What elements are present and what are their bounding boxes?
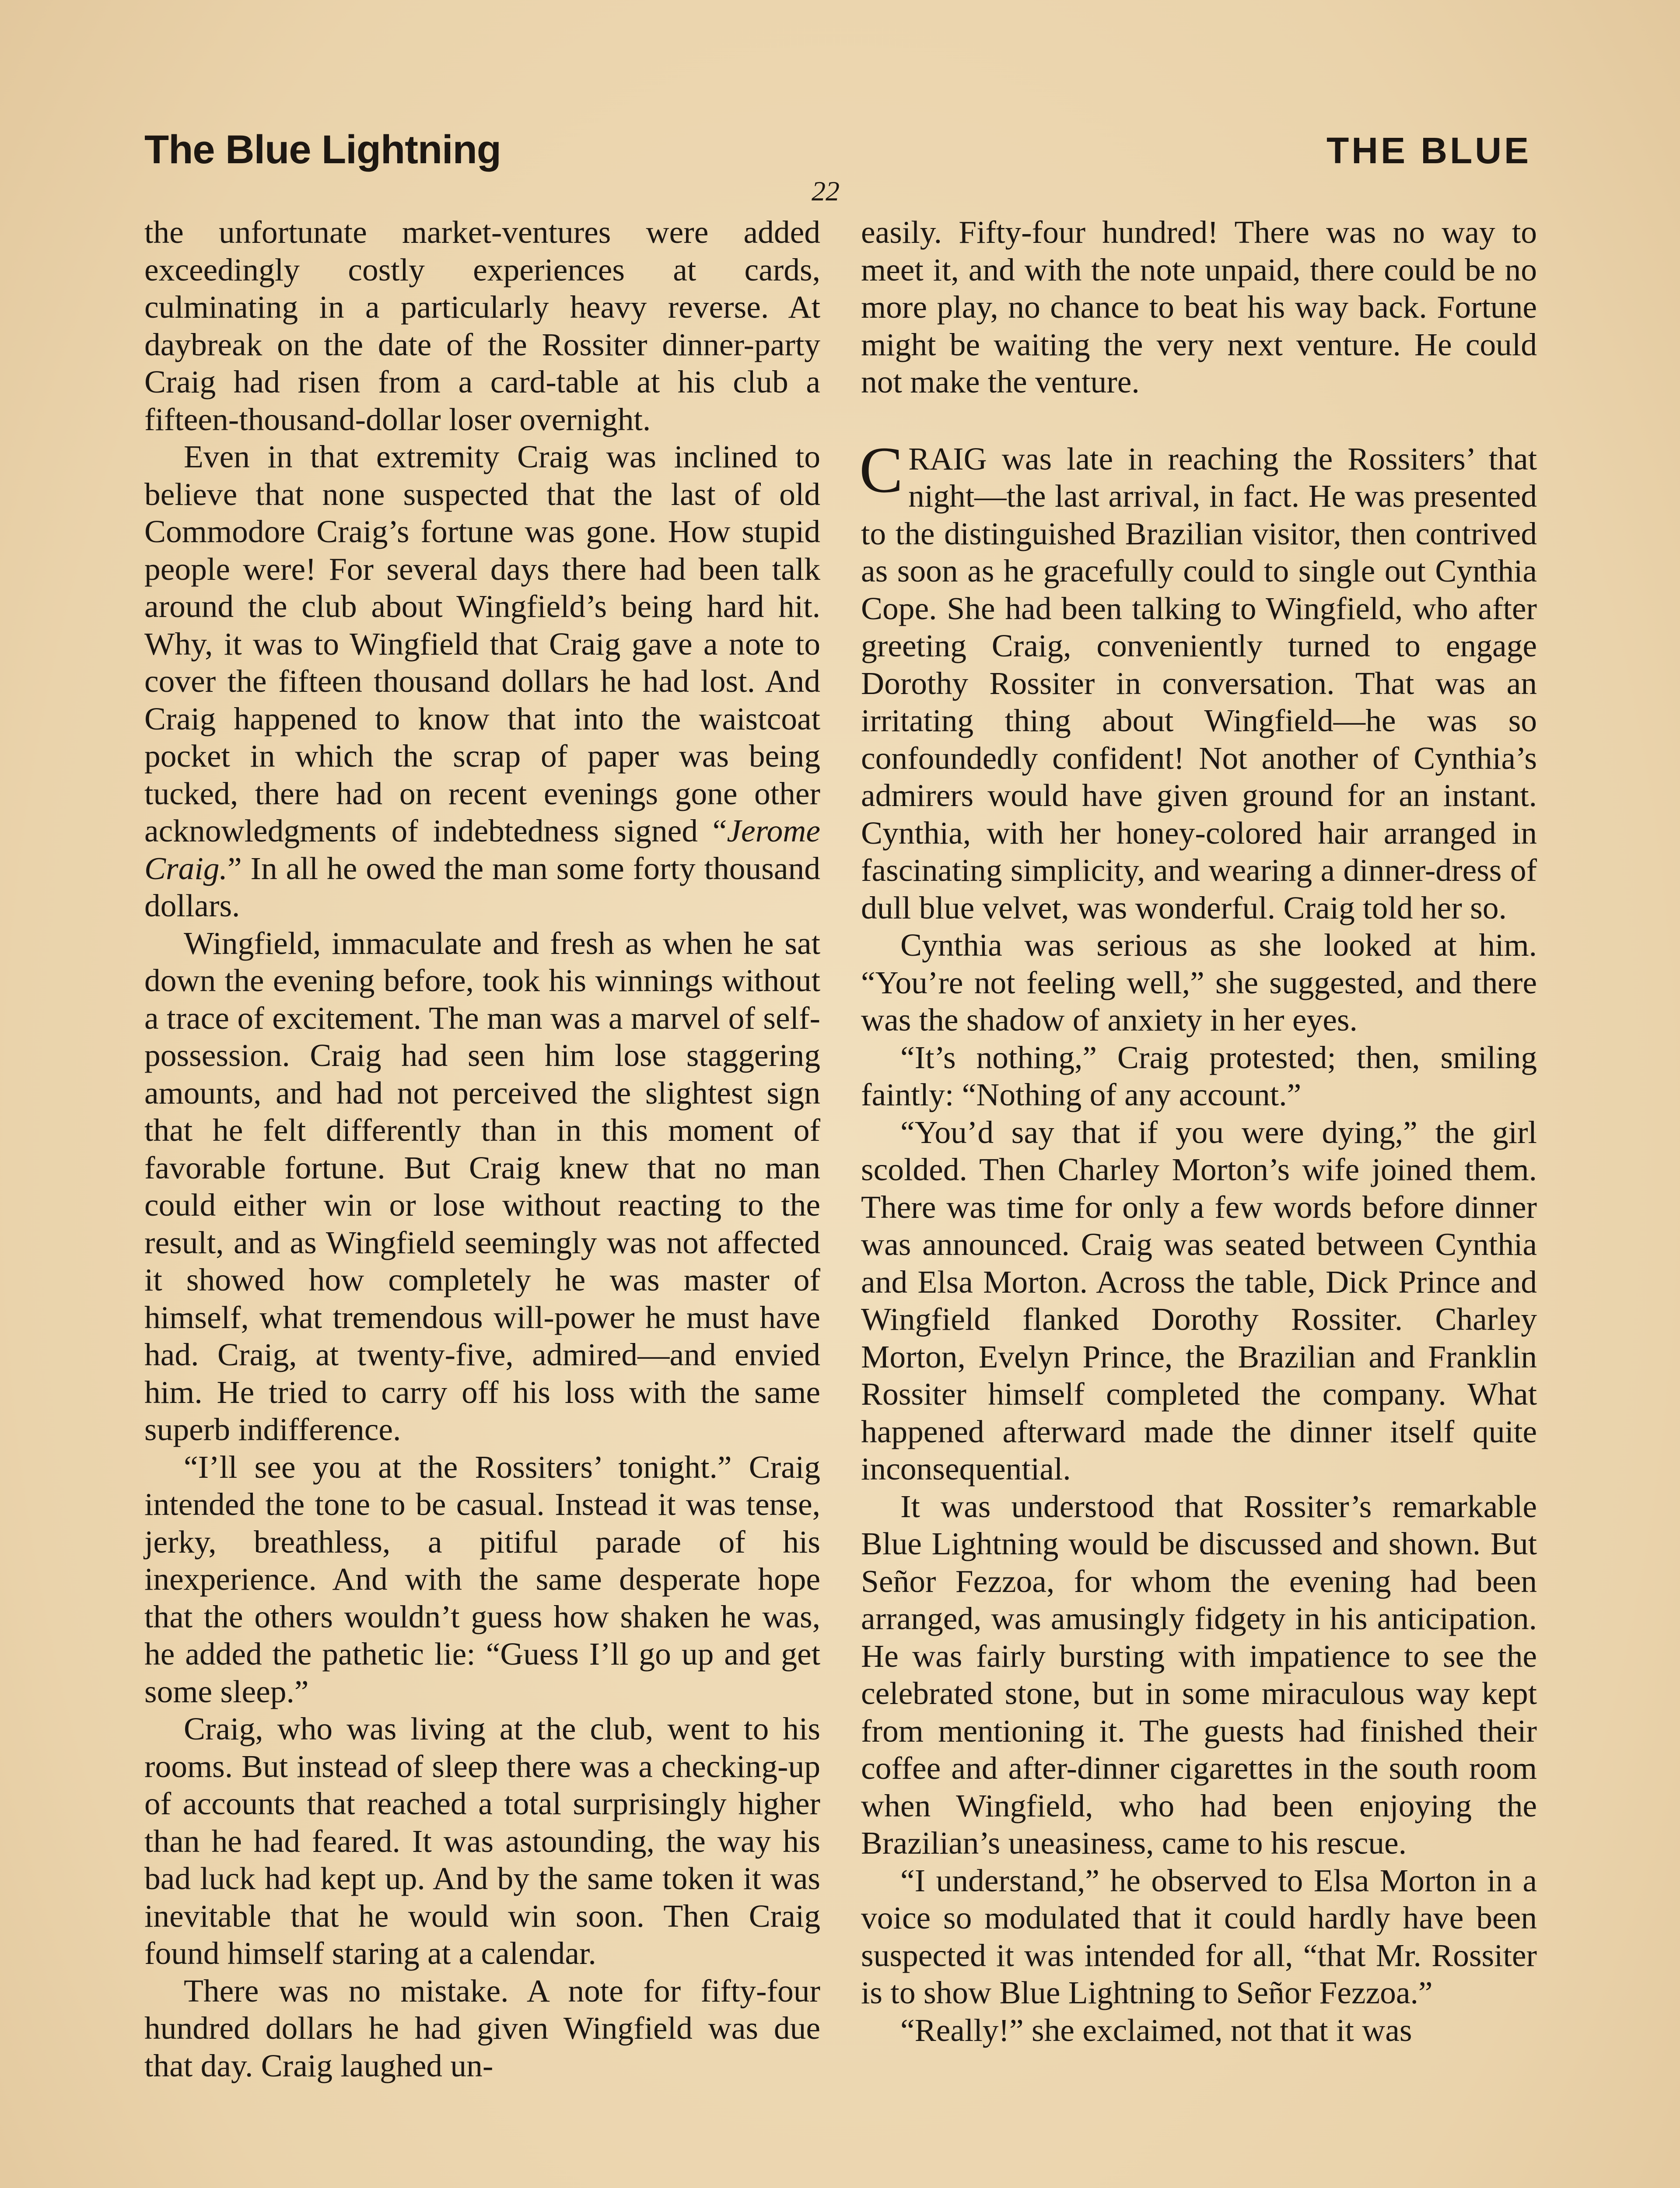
paragraph: “I’ll see you at the Rossiters’ tonight.” Craig intended the tone to be casual. Instead it was tense, jerky, breathless, a pitiful parade of his inexperience. And with the same desperate hope that the others wouldn’t guess how shaken he was, he added the pathetic lie: “Guess I’ll go up and get some sleep.” <box>144 1449 820 1709</box>
paragraph: “I understand,” he observed to Elsa Morton in a voice so modulated that it could hardly have been suspected it was intended for all, “that Mr. Rossiter is to show Blue Lightning to Señor Fezzoa.” <box>861 1862 1537 2010</box>
left-column <box>144 214 820 2084</box>
paragraph-text: RAIG was late in reaching the Rossiters’ that night—the last arrival, in fact. He was presented to the distinguished Brazilian visitor, then contrived as soon as he gracefully could to single out Cynthia Cope. She had been talking to Wingfield, who after greeting Craig, conveniently turned to engage Dorothy Rossiter in conversation. That was an irritating thing about Wingfield—he was so confoundedly confident! Not another of Cynthia’s admirers would have given ground for an instant. Cynthia, with her honey-colored hair arranged in fascinating simplicity, and wearing a dinner-dress of dull blue velvet, was wonderful. Craig told her so. <box>861 441 1537 926</box>
section-opening-paragraph <box>859 433 1537 927</box>
page-number: 22 <box>812 175 840 207</box>
paragraph-text: Even in that extremity Craig was inclined to believe that none suspected that the last of old Commodore Craig’s fortune was gone. How stupid people were! For several days there had been talk around the club about Wingfield’s being hard hit. Why, it was to Wingfield that Craig gave a note to cover the fifteen thousand dollars he had lost. And Craig happened to know that into the waistcoat pocket in which the scrap of paper was being tucked, there had on recent evenings gone other acknowledgments of indebtedness signed “ <box>144 439 820 849</box>
running-title-right: THE BLUE <box>1326 130 1531 171</box>
paragraph: Cynthia was serious as she looked at him. “You’re not feeling well,” she suggested, and there was the shadow of anxiety in her eyes. <box>861 927 1537 1038</box>
signature-name: Jerome Craig. <box>144 813 820 886</box>
paragraph: “Really!” she exclaimed, not that it was <box>900 2012 1412 2048</box>
paragraph: Craig, who was living at the club, went to his rooms. But instead of sleep there was a checking-up of accounts that reached a total surprisingly higher than he had feared. It was astounding, the way his bad luck had kept up. And by the same token it was inevitable that he would win soon. Then Craig found himself staring at a calendar. <box>144 1711 820 1971</box>
drop-cap: C <box>859 433 903 506</box>
paragraph <box>144 438 820 925</box>
paragraph: the unfortunate market-ventures were added exceedingly costly experiences at cards, culminating in a particularly heavy reverse. At daybreak on the date of the Rossiter dinner-party Craig had risen from a card-table at his club a fifteen-thousand-dollar loser overnight. <box>144 214 820 437</box>
paragraph-text: ” In all he owed the man some forty thousand dollars. <box>144 850 820 923</box>
paragraph: “It’s nothing,” Craig protested; then, smiling faintly: “Nothing of any account.” <box>861 1039 1537 1112</box>
right-column <box>861 214 1537 2049</box>
paragraph: easily. Fifty-four hundred! There was no way to meet it, and with the note unpaid, there could be no more play, no chance to beat his way back. Fortune might be waiting the very next venture. He could not make the venture. <box>861 214 1537 400</box>
paragraph: Wingfield, immaculate and fresh as when he sat down the evening before, took his winnings without a trace of excitement. The man was a marvel of self-possession. Craig had seen him lose staggering amounts, and had not perceived the slightest sign that he felt differently than in this moment of favorable fortune. But Craig knew that no man could either win or lose without reacting to the result, and as Wingfield seemingly was not affected it showed how completely he was master of himself, what tremendous will-power he must have had. Craig, at twenty-five, admired—and envied him. He tried to carry off his loss with the same superb indifference. <box>144 925 820 1447</box>
running-title-left: The Blue Lightning <box>144 127 501 172</box>
paragraph: “You’d say that if you were dying,” the girl scolded. Then Charley Morton’s wife joined them. There was time for only a few words before dinner was announced. Craig was seated between Cynthia and Elsa Morton. Across the table, Dick Prince and Wingfield flanked Dorothy Rossiter. Charley Morton, Evelyn Prince, the Brazilian and Franklin Rossiter himself completed the company. What happened afterward made the dinner itself quite inconsequential. <box>861 1114 1537 1487</box>
paragraph: It was understood that Rossiter’s remarkable Blue Lightning would be discussed and shown. But Señor Fezzoa, for whom the evening had been arranged, was amusingly fidgety in his anticipation. He was fairly bursting with impatience to see the celebrated stone, but in some miraculous way kept from mentioning it. The guests had finished their coffee and after-dinner cigarettes in the south room when Wingfield, who had been enjoying the Brazilian’s uneasiness, came to his rescue. <box>861 1488 1537 1861</box>
paragraph: There was no mistake. A note for fifty-four hundred dollars he had given Wingfield was due that day. Craig laughed un- <box>144 1973 820 2083</box>
